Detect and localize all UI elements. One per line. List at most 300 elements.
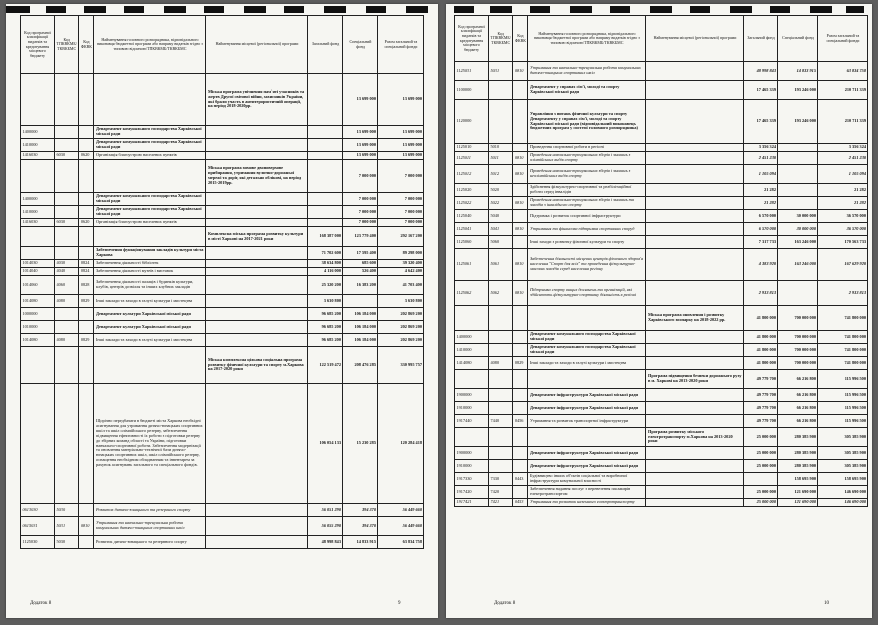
cell-program-code: 1125060	[455, 236, 489, 249]
cell-program-code: 1125062	[455, 281, 489, 306]
cell-program-name	[206, 260, 308, 268]
cell-total-funds: 36 570 000	[818, 210, 868, 223]
cell-manager-name: Підтримка і розвиток спортивної інфраструктури	[528, 210, 646, 223]
cell-manager-name: Забезпечення надання послуг з перевезення пасажирів електротранспортом	[528, 486, 646, 499]
cell-fkvk-code	[513, 486, 528, 499]
cell-special-fund: 14 833 915	[343, 536, 378, 549]
header-name-manager: Найменування головного розпорядника, відповідального виконавця бюджетної програми або напряму видатків згідно з типовою відомчою/ТПКВКМБ/ТКВКБМС	[528, 16, 646, 62]
cell-program-code	[21, 160, 55, 193]
cell-fkvk-code: 0810	[513, 281, 528, 306]
cell-general-fund: 49 779 700	[744, 402, 778, 415]
cell-special-fund: 17 595 400	[343, 247, 378, 260]
cell-program-name	[206, 268, 308, 276]
cell-program-name	[646, 402, 744, 415]
cell-tpkvk-code	[489, 306, 513, 331]
cell-total-funds: 210 711 339	[818, 100, 868, 144]
table-row	[21, 334, 424, 347]
cell-program-code: 1125041	[455, 223, 489, 236]
cell-fkvk-code	[79, 139, 94, 152]
cell-manager-name: Проведення навчально-тренувальних зборів і змагань з неолімпійських видів спорту	[528, 165, 646, 184]
cell-program-name	[646, 81, 744, 100]
cell-program-code	[21, 247, 55, 260]
table-row	[455, 460, 868, 473]
cell-manager-name: Утримання та розвиток транспортної інфраструктури	[528, 415, 646, 428]
cell-total-funds: 167 629 920	[818, 249, 868, 281]
cell-special-fund: 66 216 800	[778, 415, 818, 428]
table-row	[21, 321, 424, 334]
cell-fkvk-code	[513, 210, 528, 223]
cell-manager-name: Департамент інфраструктури Харківської міської ради	[528, 460, 646, 473]
table-row	[21, 126, 424, 139]
cell-special-fund: 106 184 000	[343, 334, 378, 347]
cell-general-fund	[308, 206, 343, 219]
cell-tpkvk-code	[489, 447, 513, 460]
cell-manager-name: Забезпечення діяльності бібліотек	[94, 260, 206, 268]
cell-program-name: Міська програма зимове двоповерхове прибирання, утримання вулично-дорожньої мережі та доріг, які детально облікові, на період 2015-2019рр.	[206, 160, 308, 193]
cell-general-fund	[308, 139, 343, 152]
cell-general-fund: 48 998 843	[744, 62, 778, 81]
cell-program-name	[646, 460, 744, 473]
cell-program-code: 1125031	[455, 62, 489, 81]
page-footer-label: Додаток 8	[30, 601, 52, 606]
cell-tpkvk-code	[489, 428, 513, 447]
cell-program-code: 1416030	[21, 152, 55, 160]
cell-program-name	[206, 247, 308, 260]
cell-total-funds: 21 282	[818, 184, 868, 197]
table-row	[21, 268, 424, 276]
cell-program-name	[206, 126, 308, 139]
table-row	[455, 223, 868, 236]
table-row	[455, 357, 868, 370]
cell-tpkvk-code	[489, 100, 513, 144]
cell-fkvk-code	[79, 206, 94, 219]
document-page-right	[446, 4, 872, 618]
cell-program-name	[206, 334, 308, 347]
cell-total-funds: 39 320 400	[378, 260, 424, 268]
cell-special-fund: 394 370	[343, 504, 378, 517]
cell-program-code: 1410000	[455, 344, 489, 357]
cell-tpkvk-code	[55, 206, 79, 219]
cell-program-name	[646, 197, 744, 210]
cell-tpkvk-code: 7421	[489, 499, 513, 507]
cell-fkvk-code: 0829	[79, 334, 94, 347]
cell-program-name	[646, 152, 744, 165]
cell-fkvk-code	[79, 227, 94, 247]
cell-total-funds: 13 699 000	[378, 139, 424, 152]
cell-tpkvk-code: 4060	[55, 276, 79, 295]
cell-total-funds: 210 711 339	[818, 81, 868, 100]
cell-manager-name: Департамент інфраструктури Харківської міської ради	[528, 389, 646, 402]
cell-total-funds: 63 834 758	[818, 62, 868, 81]
cell-program-code: 1410000	[21, 139, 55, 152]
cell-program-code	[21, 74, 55, 126]
cell-fkvk-code: 0620	[79, 152, 94, 160]
cell-fkvk-code	[513, 144, 528, 152]
cell-tpkvk-code	[55, 139, 79, 152]
cell-general-fund: 2 933 813	[744, 281, 778, 306]
cell-special-fund: 7 000 000	[343, 193, 378, 206]
cell-manager-name: Департамент комунального господарства Харківської міської ради	[528, 331, 646, 344]
cell-total-funds: 56 449 660	[378, 517, 424, 536]
table-row	[455, 249, 868, 281]
cell-total-funds: 202 869 200	[378, 321, 424, 334]
table-row	[21, 260, 424, 268]
cell-manager-name: Інші заклади та заходи в галузі культури і мистецтва	[94, 295, 206, 308]
cell-tpkvk-code	[55, 74, 79, 126]
cell-program-code: 0615031	[21, 517, 55, 536]
cell-tpkvk-code	[489, 81, 513, 100]
cell-manager-name: Проведення спортивної роботи в регіоні	[528, 144, 646, 152]
cell-tpkvk-code: 5012	[489, 165, 513, 184]
cell-general-fund: 1 105 094	[744, 165, 778, 184]
cell-manager-name: Щорічно передбачати в бюджеті міста Харкова необхідні асигнування для утримання дитячо-юнацьких спортивних шкіл та шкіл олімпійського резерву, забезпечення підвищення ефективності їх роботи з підготовки резерву до збірних команд області та України, підготовки навчально-спортивної роботи. Забезпечення модернізації та оновлення матеріально-технічної бази дитячо-юнацьких спортивних шкіл, шкіл олімпійського резерву, оснащення необхідним обладнанням та інвентарем за рахунок асигнувань загального та спеціального фондів.	[94, 384, 206, 504]
cell-manager-name: Департамент у справах сім'ї, молоді та спорту Харківської міської ради	[528, 81, 646, 100]
cell-special-fund	[343, 295, 378, 308]
cell-tpkvk-code: 7330	[489, 473, 513, 486]
cell-program-name	[646, 281, 744, 306]
cell-manager-name: Інші заклади та заходи в галузі культури і мистецтва	[528, 357, 646, 370]
cell-general-fund: 48 998 843	[308, 536, 343, 549]
cell-fkvk-code: 0810	[513, 249, 528, 281]
cell-tpkvk-code	[489, 370, 513, 389]
cell-tpkvk-code	[55, 384, 79, 504]
cell-manager-name: Проведення навчально-тренувальних зборів і змагань та заходів з інвалідного спорту	[528, 197, 646, 210]
cell-program-name: Міська програма увічнення пам`яті учасників та жертв Другої світової війни, захисників України, які брали участь в антитерористичній операції, на період 2018-2020рр.	[206, 74, 308, 126]
cell-special-fund: 394 370	[343, 517, 378, 536]
cell-program-name	[206, 504, 308, 517]
cell-program-name	[646, 184, 744, 197]
cell-general-fund: 96 685 200	[308, 308, 343, 321]
cell-program-code	[455, 306, 489, 331]
table-row	[455, 81, 868, 100]
cell-general-fund: 56 051 290	[308, 504, 343, 517]
cell-tpkvk-code	[489, 402, 513, 415]
cell-program-name: Міська комплексна цільова соціальна програма розвитку фізичної культури та спорту м.Харкова на 2017-2020 роки	[206, 347, 308, 384]
cell-manager-name: Утримання та навчально-тренувальна робота комунальних дитячо-юнацьких спортивних шкіл	[528, 62, 646, 81]
cell-manager-name: Забезпечення діяльності палаців і будинків культури, клубів, центрів дозвілля та інших клубних закладів	[94, 276, 206, 295]
header-code-program: Код програмної класифікації видатків та кредитування місцевого бюджету	[21, 16, 55, 74]
cell-fkvk-code	[513, 236, 528, 249]
cell-fkvk-code	[513, 460, 528, 473]
cell-manager-name: Департамент комунального господарства Харківської міської ради	[94, 206, 206, 219]
table-row	[21, 504, 424, 517]
cell-program-name	[206, 139, 308, 152]
table-row	[21, 74, 424, 126]
cell-tpkvk-code: 5061	[489, 249, 513, 281]
cell-manager-name	[94, 160, 206, 193]
table-row	[455, 370, 868, 389]
cell-total-funds: 741 800 000	[818, 306, 868, 331]
cell-program-code: 1125022	[455, 197, 489, 210]
table-row	[21, 193, 424, 206]
cell-tpkvk-code: 7440	[489, 415, 513, 428]
cell-tpkvk-code: 5031	[489, 62, 513, 81]
cell-general-fund: 17 465 339	[744, 81, 778, 100]
cell-fkvk-code	[513, 184, 528, 197]
cell-program-code	[21, 347, 55, 384]
cell-fkvk-code	[513, 447, 528, 460]
cell-program-name	[646, 331, 744, 344]
cell-total-funds: 115 996 500	[818, 415, 868, 428]
cell-total-funds: 741 800 000	[818, 357, 868, 370]
cell-special-fund: 121 690 000	[778, 486, 818, 499]
cell-program-name	[206, 152, 308, 160]
cell-manager-name: Департамент культури Харківської міської ради	[94, 308, 206, 321]
cell-total-funds: 41 703 400	[378, 276, 424, 295]
cell-general-fund: 38 634 800	[308, 260, 343, 268]
cell-tpkvk-code: 6030	[55, 152, 79, 160]
cell-program-name	[646, 62, 744, 81]
cell-fkvk-code	[79, 247, 94, 260]
cell-special-fund: 13 699 000	[343, 74, 378, 126]
cell-program-name	[646, 499, 744, 507]
cell-program-name	[646, 486, 744, 499]
cell-special-fund: 163 246 000	[778, 236, 818, 249]
cell-total-funds: 13 699 000	[378, 152, 424, 160]
cell-total-funds: 202 869 200	[378, 308, 424, 321]
cell-fkvk-code: 0829	[79, 295, 94, 308]
cell-total-funds: 13 699 000	[378, 126, 424, 139]
cell-general-fund: 41 800 000	[744, 344, 778, 357]
cell-fkvk-code	[513, 81, 528, 100]
cell-total-funds: 2 933 813	[818, 281, 868, 306]
cell-special-fund: 193 246 000	[778, 81, 818, 100]
cell-program-name	[646, 249, 744, 281]
cell-program-name	[206, 219, 308, 227]
cell-total-funds: 7 000 000	[378, 193, 424, 206]
cell-program-name	[206, 276, 308, 295]
cell-total-funds: 7 000 000	[378, 206, 424, 219]
cell-manager-name: Забезпечення функціонування закладів культури міста Харкова	[94, 247, 206, 260]
cell-special-fund: 280 385 900	[778, 447, 818, 460]
cell-fkvk-code: 0810	[513, 62, 528, 81]
document-page-left	[6, 4, 438, 618]
cell-special-fund: 14 833 915	[778, 62, 818, 81]
cell-total-funds: 115 996 500	[818, 370, 868, 389]
cell-program-name	[646, 144, 744, 152]
cell-special-fund: 15 230 285	[343, 384, 378, 504]
cell-total-funds: 741 800 000	[818, 344, 868, 357]
header-special-fund: Спеціальний фонд	[778, 16, 818, 62]
header-total-funds: Разом загальний та спеціальний фонди	[378, 16, 424, 74]
cell-special-fund: 106 184 000	[343, 308, 378, 321]
cell-fkvk-code	[513, 389, 528, 402]
cell-tpkvk-code: 4040	[55, 268, 79, 276]
cell-special-fund: 280 385 900	[778, 460, 818, 473]
header-name-program: Найменування місцевої (регіональної) програми	[646, 16, 744, 62]
cell-fkvk-code: 0828	[79, 276, 94, 295]
cell-program-code: 1410000	[21, 206, 55, 219]
cell-special-fund: 700 000 000	[778, 344, 818, 357]
cell-general-fund: 96 685 200	[308, 334, 343, 347]
cell-fkvk-code	[79, 321, 94, 334]
cell-manager-name	[528, 306, 646, 331]
cell-manager-name: Розвиток дитячо-юнацького та резервного спорту	[94, 504, 206, 517]
cell-total-funds: 115 996 500	[818, 389, 868, 402]
cell-fkvk-code: 0829	[513, 357, 528, 370]
cell-special-fund: 123 779 400	[343, 227, 378, 247]
cell-general-fund: 6 570 000	[744, 210, 778, 223]
cell-special-fund	[778, 184, 818, 197]
cell-total-funds: 63 834 758	[378, 536, 424, 549]
cell-tpkvk-code: 7420	[489, 486, 513, 499]
cell-general-fund: 25 000 000	[744, 486, 778, 499]
budget-table-left	[20, 15, 424, 549]
cell-total-funds: 305 385 900	[818, 428, 868, 447]
cell-program-code: 1125061	[455, 249, 489, 281]
table-row	[455, 165, 868, 184]
cell-general-fund	[308, 152, 343, 160]
cell-program-code: 1416030	[21, 219, 55, 227]
cell-tpkvk-code	[489, 344, 513, 357]
cell-special-fund: 13 699 000	[343, 126, 378, 139]
cell-general-fund: 168 387 000	[308, 227, 343, 247]
cell-manager-name: Управління з питань фізичної культури та спорту Департаменту у справах сім'ї, молоді та спорту Харківської міської ради (відповідальний виконавець бюджетних програм у системі головного розпорядника)	[528, 100, 646, 144]
table-row	[21, 219, 424, 227]
cell-fkvk-code	[79, 308, 94, 321]
cell-program-name	[646, 473, 744, 486]
cell-tpkvk-code: 5030	[55, 536, 79, 549]
cell-fkvk-code	[513, 100, 528, 144]
cell-general-fund	[308, 74, 343, 126]
cell-special-fund: 280 385 900	[778, 428, 818, 447]
cell-general-fund: 41 800 000	[744, 357, 778, 370]
cell-program-code: 1900000	[455, 389, 489, 402]
cell-fkvk-code: 0810	[513, 152, 528, 165]
cell-program-name	[646, 415, 744, 428]
cell-special-fund: 121 690 000	[778, 499, 818, 507]
cell-manager-name: Інші заходи з розвитку фізичної культури та спорту	[528, 236, 646, 249]
cell-tpkvk-code	[489, 460, 513, 473]
cell-manager-name: Департамент комунального господарства Харківської міської ради	[94, 193, 206, 206]
cell-general-fund	[308, 160, 343, 193]
cell-general-fund: 6 570 000	[744, 223, 778, 236]
cell-manager-name	[94, 74, 206, 126]
cell-manager-name: Департамент комунального господарства Харківської міської ради	[94, 139, 206, 152]
cell-manager-name: Департамент культури Харківської міської ради	[94, 321, 206, 334]
cell-fkvk-code	[513, 306, 528, 331]
cell-fkvk-code	[513, 344, 528, 357]
cell-general-fund: 3 630 800	[308, 295, 343, 308]
cell-manager-name	[94, 347, 206, 384]
cell-total-funds: 115 996 500	[818, 402, 868, 415]
header-name-manager: Найменування головного розпорядника, відповідального виконавця бюджетної програми або напряму видатків згідно з типовою відомчою/ТПКВКМБ/ТКВКБМС	[94, 16, 206, 74]
table-row	[455, 210, 868, 223]
table-row	[21, 227, 424, 247]
cell-program-code: 1014030	[21, 260, 55, 268]
cell-tpkvk-code: 5020	[489, 184, 513, 197]
cell-fkvk-code	[79, 193, 94, 206]
cell-tpkvk-code	[55, 347, 79, 384]
cell-manager-name: Утримання та розвиток наземного електротранспорту	[528, 499, 646, 507]
cell-special-fund: 7 000 000	[343, 206, 378, 219]
table-row	[455, 344, 868, 357]
cell-program-code: 1400000	[455, 331, 489, 344]
cell-program-code: 1010000	[21, 321, 55, 334]
header-total-funds: Разом загальний та спеціальний фонди	[818, 16, 868, 62]
cell-special-fund	[778, 144, 818, 152]
cell-program-name	[206, 206, 308, 219]
table-row	[455, 473, 868, 486]
cell-fkvk-code: 0810	[513, 197, 528, 210]
cell-manager-name: Організація благоустрою населених пунктів	[94, 152, 206, 160]
cell-manager-name: Утримання та навчально-тренувальна робота комунальних дитячо-юнацьких спортивних шкіл	[94, 517, 206, 536]
cell-general-fund: 4 116 000	[308, 268, 343, 276]
cell-program-name	[206, 321, 308, 334]
cell-program-code: 1917330	[455, 473, 489, 486]
table-row	[455, 389, 868, 402]
cell-fkvk-code: 0453	[513, 499, 528, 507]
cell-program-code: 1125040	[455, 210, 489, 223]
cell-manager-name: Інші заклади та заходи в галузі культури і мистецтва	[94, 334, 206, 347]
table-row	[455, 486, 868, 499]
cell-total-funds: 3 356 324	[818, 144, 868, 152]
cell-special-fund: 66 216 800	[778, 389, 818, 402]
cell-total-funds: 170 563 733	[818, 236, 868, 249]
cell-program-code: 1125030	[21, 536, 55, 549]
cell-manager-name	[94, 227, 206, 247]
cell-general-fund	[308, 193, 343, 206]
table-row	[21, 152, 424, 160]
cell-manager-name: Департамент комунального господарства Харківської міської ради	[94, 126, 206, 139]
cell-total-funds: 1 105 094	[818, 165, 868, 184]
cell-special-fund: 13 699 000	[343, 152, 378, 160]
header-name-program: Найменування місцевої (регіональної) програми	[206, 16, 308, 74]
table-row	[21, 517, 424, 536]
cell-program-code: 1125010	[455, 144, 489, 152]
cell-tpkvk-code: 5022	[489, 197, 513, 210]
cell-manager-name: Здійснення фізкультурно-спортивної та реабілітаційної роботи серед інвалідів	[528, 184, 646, 197]
budget-table-right	[454, 15, 868, 507]
cell-general-fund: 3 356 324	[744, 144, 778, 152]
table-row	[455, 281, 868, 306]
cell-special-fund: 30 000 000	[778, 223, 818, 236]
cell-general-fund: 122 519 472	[308, 347, 343, 384]
cell-program-code	[21, 384, 55, 504]
cell-program-name	[206, 193, 308, 206]
cell-program-code: 1000000	[21, 308, 55, 321]
cell-general-fund: 49 779 700	[744, 415, 778, 428]
cell-special-fund: 106 184 000	[343, 321, 378, 334]
cell-general-fund: 4 383 920	[744, 249, 778, 281]
cell-program-name: Програма розвитку міського електротранспорту м.Харкова на 2013-2020 роки	[646, 428, 744, 447]
table-row	[455, 152, 868, 165]
cell-fkvk-code	[513, 402, 528, 415]
header-code-program: Код програмної класифікації видатків та кредитування місцевого бюджету	[455, 16, 489, 62]
cell-program-name	[646, 447, 744, 460]
cell-fkvk-code	[513, 370, 528, 389]
cell-manager-name: Будівництво інших об'єктів соціальної та виробничої інфраструктури комунальної власності	[528, 473, 646, 486]
cell-manager-name: Проведення навчально-тренувальних зборів і змагань з олімпійських видів спорту	[528, 152, 646, 165]
cell-tpkvk-code	[55, 193, 79, 206]
cell-special-fund: 685 600	[343, 260, 378, 268]
cell-tpkvk-code: 5041	[489, 223, 513, 236]
cell-tpkvk-code: 4080	[55, 295, 79, 308]
cell-general-fund: 71 702 600	[308, 247, 343, 260]
header-code-tpkvk: Код ТПКВКМБ/ ТКВКБМС	[55, 16, 79, 74]
cell-special-fund	[778, 152, 818, 165]
cell-total-funds: 7 000 000	[378, 160, 424, 193]
cell-program-code: 1917440	[455, 415, 489, 428]
cell-program-code: 1014040	[21, 268, 55, 276]
cell-general-fund: 2 451 230	[744, 152, 778, 165]
cell-tpkvk-code	[55, 126, 79, 139]
cell-manager-name: Утримання та фінансова підтримка спортивних споруд	[528, 223, 646, 236]
cell-general-fund: 56 055 290	[308, 517, 343, 536]
cell-total-funds: 292 167 200	[378, 227, 424, 247]
cell-tpkvk-code: 4080	[55, 334, 79, 347]
cell-program-code: 1014080	[21, 334, 55, 347]
